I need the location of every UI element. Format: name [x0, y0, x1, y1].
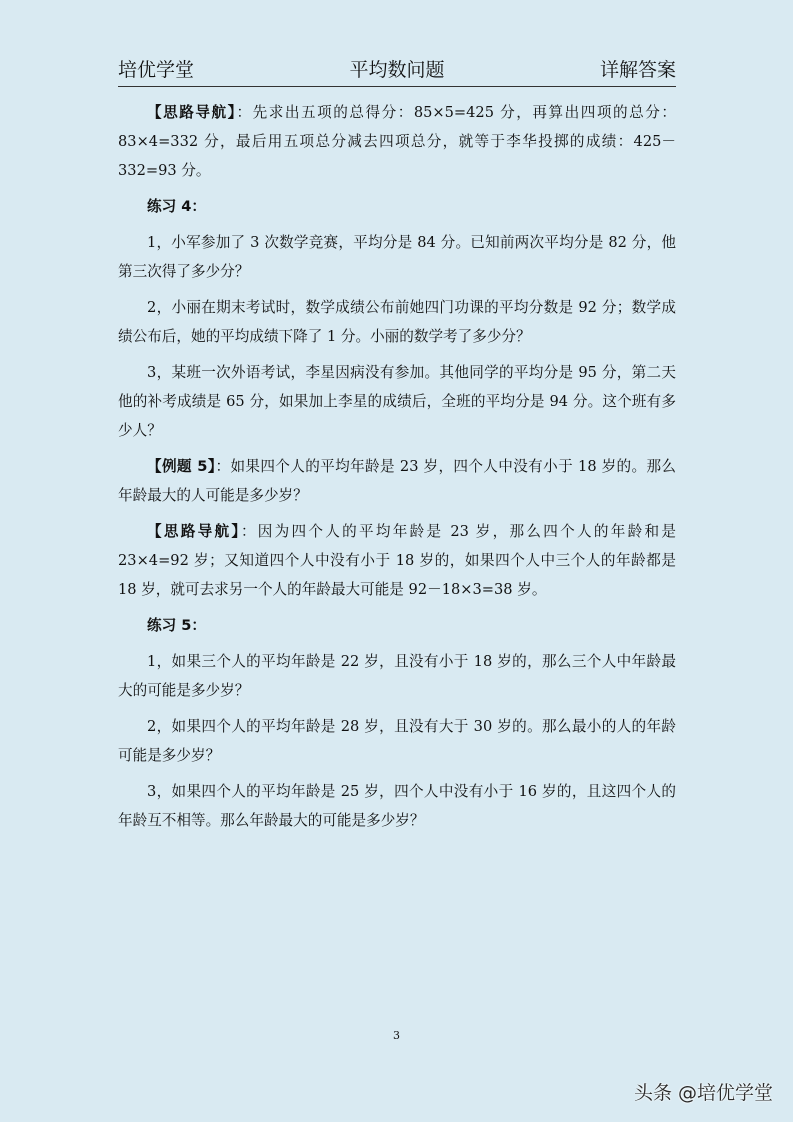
watermark-logo: 头条 @培优学堂 [633, 1082, 773, 1104]
question-text: 1，如果三个人的平均年龄是 22 岁，且没有小于 18 岁的，那么三个人中年龄最大的可能是多少岁？ [118, 653, 676, 699]
hint-label: 【思路导航】 [147, 104, 237, 121]
hint-label: 【思路导航】 [147, 523, 241, 540]
question-text: 2，如果四个人的平均年龄是 28 岁，且没有大于 30 岁的。那么最小的人的年龄可能是多少岁？ [118, 718, 676, 764]
exercise-title: 练习 5： [147, 617, 207, 634]
page-number: 3 [393, 1029, 400, 1042]
header-left-text: 培优学堂 [118, 59, 195, 81]
question-text: 3，某班一次外语考试，李星因病没有参加。其他同学的平均分是 95 分，第二天他的补考成绩是 65 分，如果加上李星的成绩后，全班的平均分是 94 分。这个班有多少人？ [118, 364, 676, 439]
exercise-5-question-1 [118, 647, 676, 705]
paragraph-hint-4 [118, 98, 676, 185]
paragraph-text: ：因为四个人的平均年龄是 23 岁，那么四个人的年龄和是 23×4=92 岁；又知道四个人中没有小于 18 岁的，如果四个人中三个人的年龄都是 18 岁，就可去求另一个人的年龄最大可能是 92－18×3=38 岁。 [118, 523, 676, 598]
section-title-exercise-4 [118, 192, 676, 221]
page-header [118, 58, 676, 87]
question-text: 2，小丽在期末考试时，数学成绩公布前她四门功课的平均分数是 92 分；数学成绩公布后，她的平均成绩下降了 1 分。小丽的数学考了多少分？ [118, 299, 676, 345]
paragraph-hint-5 [118, 517, 676, 604]
section-title-exercise-5 [118, 611, 676, 640]
paragraph-text: ：先求出五项的总得分：85×5=425 分，再算出四项的总分：83×4=332 分，最后用五项总分减去四项总分，就等于李华投掷的成绩：425－332=93 分。 [118, 104, 676, 179]
header-center-title: 平均数问题 [349, 59, 445, 81]
question-text: 1，小军参加了 3 次数学竞赛，平均分是 84 分。已知前两次平均分是 82 分，他第三次得了多少分？ [118, 234, 676, 280]
example-label: 【例题 5】 [147, 458, 216, 475]
document-body [118, 98, 676, 835]
exercise-title: 练习 4： [147, 198, 207, 215]
exercise-4-question-1 [118, 228, 676, 286]
question-text: 3，如果四个人的平均年龄是 25 岁，四个人中没有小于 16 岁的，且这四个人的年龄互不相等。那么年龄最大的可能是多少岁？ [118, 783, 676, 829]
exercise-4-question-3 [118, 358, 676, 445]
exercise-4-question-2 [118, 293, 676, 351]
example-5 [118, 452, 676, 510]
exercise-5-question-2 [118, 712, 676, 770]
exercise-5-question-3 [118, 777, 676, 835]
paragraph-text: ：如果四个人的平均年龄是 23 岁，四个人中没有小于 18 岁的。那么年龄最大的人可能是多少岁？ [118, 458, 677, 504]
header-right-text: 详解答案 [599, 59, 676, 81]
